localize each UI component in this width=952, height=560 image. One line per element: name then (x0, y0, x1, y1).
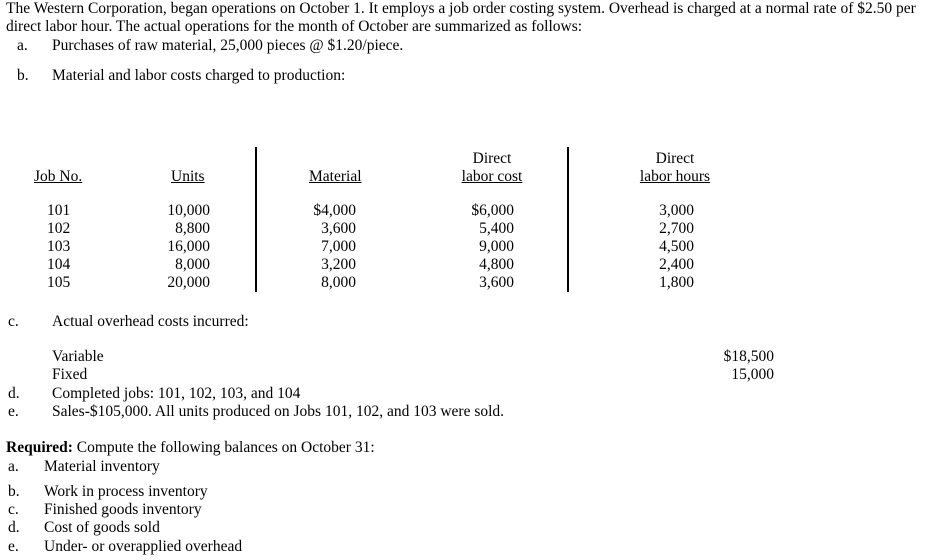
cell-material: 3,200 (321, 256, 356, 273)
overhead-variable-label: Variable (52, 348, 104, 365)
item-a-letter: a. (17, 37, 28, 54)
table-divider-right (567, 147, 569, 292)
required-c-letter: c. (8, 501, 19, 518)
cell-labor-cost: 4,800 (479, 256, 514, 273)
cell-labor-cost: $6,000 (471, 202, 514, 219)
cell-material: 3,600 (321, 220, 356, 237)
required-c-text: Finished goods inventory (44, 501, 202, 518)
cell-labor-cost: 5,400 (479, 220, 514, 237)
cell-units: 8,800 (175, 220, 210, 237)
column-material (296, 202, 356, 292)
required-b-text: Work in process inventory (44, 483, 208, 500)
required-label: Required: (6, 439, 73, 456)
required-e-text: Under- or overapplied overhead (44, 538, 243, 555)
required-heading (6, 439, 375, 457)
item-b-letter: b. (17, 67, 29, 84)
item-c-text: Actual overhead costs incurred: (52, 313, 249, 330)
column-units (150, 202, 210, 292)
overhead-fixed-label: Fixed (52, 366, 88, 383)
cell-job: 104 (47, 256, 71, 273)
item-d-letter: d. (8, 385, 20, 402)
item-e-text: Sales-$105,000. All units produced on Jobs 101, 102, and 103 were sold. (52, 403, 505, 420)
column-job-no (47, 202, 77, 292)
cell-job: 103 (47, 238, 71, 255)
cell-units: 10,000 (167, 202, 210, 219)
cell-labor-hours: 2,400 (659, 256, 694, 273)
required-e-letter: e. (8, 538, 19, 555)
item-d-text: Completed jobs: 101, 102, 103, and 104 (52, 385, 301, 402)
cell-labor-cost: 9,000 (479, 238, 514, 255)
item-e-letter: e. (8, 403, 19, 420)
intro-paragraph: The Western Corporation, began operations on October 1. It employs a job order costing system. Overhead is charged at a normal rate of $2.50 per direct labor hour. The actual operations for the month of October are summarized as follows: (6, 0, 916, 35)
cell-material: 7,000 (321, 238, 356, 255)
item-a-text: Purchases of raw material, 25,000 pieces @ $1.20/piece. (52, 37, 404, 54)
header-direct-labor-cost-line1: Direct (472, 150, 512, 167)
cell-labor-hours: 3,000 (659, 202, 694, 219)
cell-units: 8,000 (175, 256, 210, 273)
column-direct-labor-cost (454, 202, 514, 292)
overhead-variable-value: $18,500 (723, 348, 774, 365)
item-b-text: Material and labor costs charged to production: (52, 67, 346, 84)
cell-material: 8,000 (321, 274, 356, 291)
required-b-letter: b. (8, 483, 20, 500)
item-c-letter: c. (8, 313, 19, 330)
required-a-text: Material inventory (44, 458, 160, 475)
header-direct-labor-hours-line2: labor hours (639, 168, 711, 185)
header-units: Units (171, 168, 205, 185)
header-direct-labor-cost-line2: labor cost (461, 168, 523, 185)
column-direct-labor-hours (654, 202, 694, 292)
required-d-letter: d. (8, 519, 20, 536)
cell-units: 16,000 (167, 238, 210, 255)
cell-labor-hours: 2,700 (659, 220, 694, 237)
cell-labor-hours: 1,800 (659, 274, 694, 291)
table-divider-left (255, 147, 257, 292)
cell-labor-hours: 4,500 (659, 238, 694, 255)
required-d-text: Cost of goods sold (44, 519, 160, 536)
overhead-fixed-value: 15,000 (731, 366, 774, 383)
header-direct-labor-hours-line1: Direct (655, 150, 695, 167)
required-text: Compute the following balances on October 31: (72, 439, 375, 456)
header-job-no: Job No. (34, 168, 83, 185)
header-material: Material (309, 168, 362, 185)
cell-job: 101 (47, 202, 71, 219)
cell-material: $4,000 (313, 202, 356, 219)
cell-labor-cost: 3,600 (479, 274, 514, 291)
cell-job: 102 (47, 220, 71, 237)
required-a-letter: a. (8, 458, 19, 475)
cell-units: 20,000 (167, 274, 210, 291)
cell-job: 105 (47, 274, 71, 291)
